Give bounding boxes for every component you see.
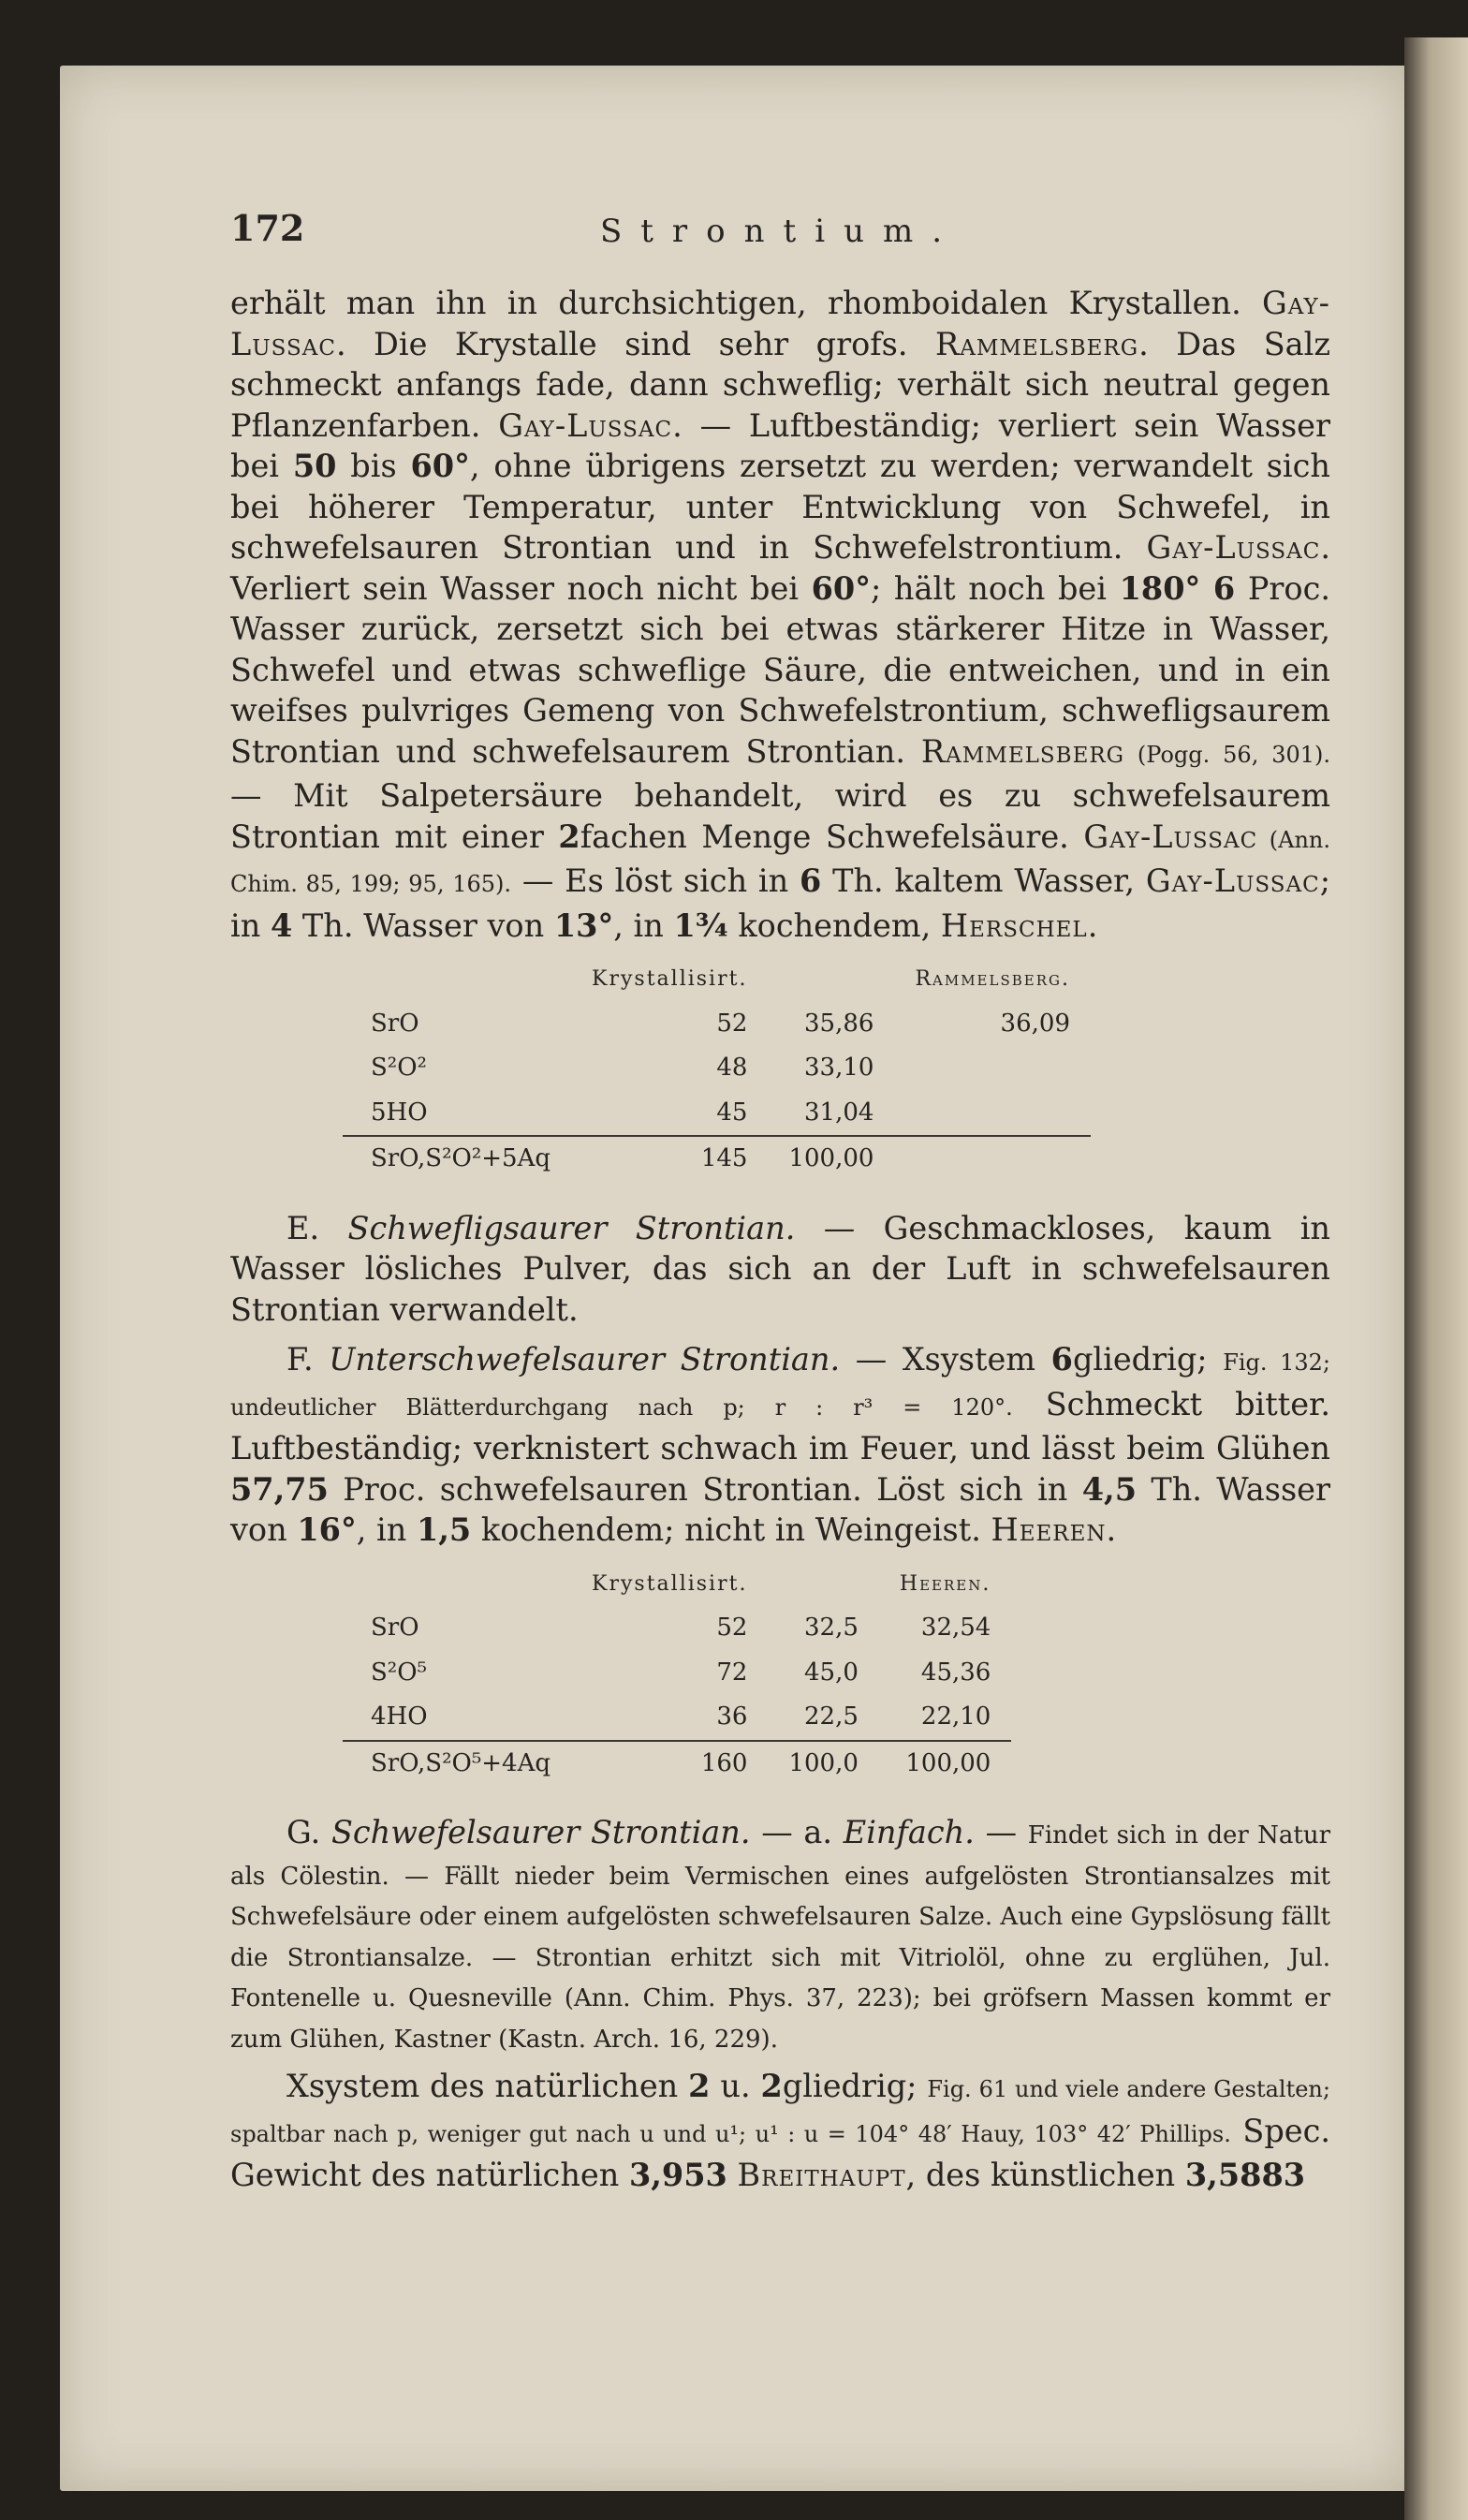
- table-cell: SrO,S²O⁵+4Aq: [343, 1741, 571, 1787]
- page-content: [230, 208, 1330, 2196]
- text-run: kochendem,: [727, 906, 941, 944]
- text-run: , des künstlichen: [905, 2157, 1185, 2193]
- table-cell: 45,0: [804, 1658, 859, 1687]
- table-cell: [894, 1136, 1091, 1182]
- text-run: .: [1106, 1511, 1117, 1548]
- page-number: 172: [230, 207, 305, 249]
- number: 4: [270, 906, 293, 944]
- number: 16°: [297, 1511, 357, 1548]
- author-name: Gay-Lussac: [1146, 529, 1321, 566]
- subsection-heading: Einfach.: [843, 1814, 975, 1850]
- text-run: Spec. Gewicht des natürlichen: [230, 2112, 1331, 2193]
- text-run: ; hält noch bei: [871, 569, 1120, 607]
- text-run: [727, 2157, 738, 2193]
- text-run: ; in: [230, 862, 1331, 944]
- text-run: gliedrig;: [1072, 1341, 1224, 1378]
- author-name: Gay-Lussac: [1145, 862, 1320, 899]
- text-run: — Geschmackloses, kaum in Wasser lösliches Pulver, das sich an der Luft in schwefelsauren Strontian verwandelt.: [230, 1209, 1330, 1328]
- table-cell: 100,00: [768, 1136, 894, 1182]
- table-header-cell: Krystallisirt.: [592, 1571, 748, 1596]
- table-header-cell: Krystallisirt.: [592, 967, 748, 991]
- composition-table-2: [343, 1562, 1011, 1787]
- table-header-cell: Heeren.: [899, 1571, 991, 1596]
- table-cell: SrO,S²O²+5Aq: [343, 1136, 571, 1182]
- text-run: — Mit Salpetersäure behandelt, wird es zu schwefelsaurem Strontian mit einer: [230, 777, 1330, 855]
- paragraph-g: [230, 1812, 1330, 2056]
- text-run: Schmeckt bitter. Luftbeständig; verknistert schwach im Feuer, und lässt beim Glühen: [230, 1385, 1330, 1466]
- table-cell: SrO: [371, 1009, 419, 1038]
- table-cell: 48: [716, 1054, 748, 1082]
- number: 1¾: [673, 906, 728, 944]
- text-run: , ohne übrigens zersetzt zu werden; verwandelt sich bei höherer Temperatur, unter Entwicklung von Schwefel, in schwefelsauren Strontian und in Schwefelstrontium.: [230, 448, 1330, 566]
- section-heading: Unterschwefelsaurer Strontian.: [329, 1341, 841, 1378]
- number: 180°: [1119, 569, 1201, 607]
- table-total-row: [343, 1741, 1011, 1787]
- number: 3,953: [628, 2157, 727, 2193]
- table-cell: 160: [571, 1741, 768, 1787]
- number: 60°: [811, 569, 871, 607]
- number: 4,5: [1081, 1470, 1138, 1508]
- table-cell: 31,04: [804, 1098, 874, 1127]
- citation: (Pogg. 56, 301).: [1124, 741, 1330, 768]
- number: 2: [688, 2068, 711, 2104]
- composition-table-1: [343, 957, 1091, 1182]
- running-title: Strontium.: [599, 213, 962, 250]
- number: 57,75: [230, 1470, 329, 1508]
- table-cell: 45: [716, 1098, 748, 1127]
- table-cell: 145: [571, 1136, 768, 1182]
- table-row: [343, 1606, 1011, 1651]
- next-page-edge: [1404, 37, 1468, 2520]
- table-total-row: [343, 1136, 1091, 1182]
- number: 1,5: [416, 1511, 472, 1548]
- table-row: [343, 1695, 1011, 1741]
- number: 50: [292, 448, 337, 484]
- table-cell: 36,09: [1000, 1009, 1070, 1038]
- text-run: Th. Wasser von: [230, 1470, 1330, 1548]
- table-cell: 45,36: [920, 1658, 991, 1687]
- number: 13°: [553, 906, 614, 944]
- text-run: . Verliert sein Wasser noch nicht bei: [230, 529, 1330, 607]
- number: 6: [1050, 1341, 1073, 1378]
- text-run: Xsystem des natürlichen: [286, 2068, 689, 2104]
- number: 6: [1212, 569, 1236, 607]
- text-run: — a.: [750, 1814, 844, 1850]
- table-header-cell: [768, 957, 894, 1002]
- table-cell: 5HO: [371, 1098, 428, 1127]
- table-cell: 52: [716, 1614, 748, 1642]
- text-run: — Xsystem: [840, 1341, 1051, 1378]
- table-cell: [894, 1091, 1091, 1137]
- author-name: Herschel: [940, 906, 1088, 944]
- author-name: Gay-Lussac: [498, 406, 673, 444]
- running-header: [230, 208, 1330, 262]
- table-cell: [894, 1046, 1091, 1091]
- small-print-text: Findet sich in der Natur als Cölestin. — Fällt nieder beim Vermischen eines aufgelösten Strontiansalzes mit Schwefelsäure oder einem aufgelösten schwefelsauren Salze. Auch eine Gypslösung fällt die Strontiansalze. — Strontian erhitzt sich mit Vitriolöl, ohne zu erglühen, Jul. Fontenelle u. Quesneville (Ann. Chim. Phys. 37, 223); bei gröfsern Massen kommt er zum Glühen, Kastner (Kastn. Arch. 16, 229).: [230, 1821, 1330, 2054]
- section-letter: E.: [286, 1209, 320, 1246]
- author-name: Gay-Lussac: [230, 285, 1330, 362]
- text-run: — Es löst sich in: [511, 862, 800, 899]
- section-heading: Schwefelsaurer Strontian.: [330, 1814, 751, 1850]
- table-cell: 32,5: [804, 1614, 859, 1642]
- table-cell: S²O⁵: [371, 1658, 427, 1687]
- text-run: . — Luftbeständig; verliert sein Wasser bei: [230, 406, 1330, 484]
- text-run: Proc. schwefelsauren Strontian. Löst sich in: [328, 1470, 1082, 1508]
- table-cell: 33,10: [804, 1054, 874, 1082]
- paragraph-h: [230, 2066, 1330, 2196]
- table-cell: 35,86: [804, 1009, 874, 1038]
- table-cell: 36: [716, 1702, 748, 1731]
- table-header-row: [343, 957, 1091, 1002]
- table-row: [343, 1046, 1091, 1091]
- text-run: Th. kaltem Wasser,: [821, 862, 1146, 899]
- author-name: Heeren: [991, 1511, 1107, 1548]
- text-run: .: [1087, 906, 1098, 944]
- number: 3,5883: [1184, 2157, 1306, 2193]
- number: 2: [558, 818, 580, 855]
- text-run: , in: [356, 1511, 417, 1548]
- table-cell: 52: [716, 1009, 748, 1038]
- paragraph-d: [230, 283, 1330, 946]
- table-header-cell: [768, 1562, 878, 1607]
- author-name: Gay-Lussac: [1083, 818, 1258, 855]
- author-name: Breithaupt: [737, 2157, 906, 2193]
- text-run: fachen Menge Schwefelsäure.: [580, 818, 1084, 855]
- paragraph-e: [230, 1208, 1330, 1331]
- text-run: , in: [613, 906, 674, 944]
- table-cell: 72: [716, 1658, 748, 1687]
- text-run: erhält man ihn in durchsichtigen, rhomboidalen Krystallen.: [230, 285, 1263, 321]
- text-run: bis: [336, 448, 411, 484]
- text-run: . Das Salz schmeckt anfangs fade, dann schweflig; verhält sich neutral gegen Pflanzenfarben.: [230, 325, 1330, 444]
- table-header-cell: [343, 957, 571, 1002]
- text-run: gliedrig;: [782, 2068, 928, 2104]
- section-heading: Schwefligsaurer Strontian.: [347, 1209, 796, 1246]
- table-cell: 100,00: [879, 1741, 1011, 1787]
- table-cell: 100,0: [768, 1741, 878, 1787]
- number: 6: [800, 862, 822, 899]
- table-header-row: [343, 1562, 1011, 1607]
- author-name: Rammelsberg: [920, 732, 1125, 770]
- section-letter: F.: [286, 1341, 314, 1378]
- crystal-note: Fig. 132; undeutlicher Blätterdurchgang nach p; r : r³ = 120°.: [230, 1349, 1330, 1421]
- text-run: —: [974, 1814, 1028, 1850]
- table-row: [343, 1002, 1091, 1047]
- table-row: [343, 1091, 1091, 1137]
- paragraph-f: [230, 1339, 1330, 1551]
- table-header-cell: [343, 1562, 571, 1607]
- number: 2: [760, 2068, 783, 2104]
- table-cell: 4HO: [371, 1702, 428, 1731]
- text-run: kochendem; nicht in Weingeist.: [471, 1511, 991, 1548]
- text-run: [1200, 570, 1213, 607]
- text-run: Th. Wasser von: [292, 906, 554, 944]
- number: 60°: [410, 448, 470, 484]
- text-run: . Die Krystalle sind sehr grofs.: [335, 325, 935, 362]
- author-name: Rammelsberg: [934, 325, 1139, 362]
- citation: (Ann. Chim. 85, 199; 95, 165).: [230, 826, 1330, 897]
- text-run: Proc. Wasser zurück, zersetzt sich bei etwas stärkerer Hitze in Wasser, Schwefel und etwas schweflige Säure, die entweichen, und in ein weifses pulvriges Gemeng von Schwefelstrontium, schwefligsaurem Strontian und schwefelsaurem Strontian.: [230, 569, 1330, 770]
- table-cell: 22,5: [804, 1702, 859, 1731]
- table-header-cell: Rammelsberg.: [915, 967, 1070, 991]
- table-cell: 32,54: [920, 1614, 991, 1642]
- table-cell: SrO: [371, 1614, 419, 1642]
- table-row: [343, 1651, 1011, 1696]
- section-letter: G.: [286, 1814, 321, 1850]
- table-cell: 22,10: [920, 1702, 991, 1731]
- text-run: u.: [710, 2068, 761, 2104]
- crystal-note: Fig. 61 und viele andere Gestalten; spaltbar nach p, weniger gut nach u und u¹; u¹ : u = 104° 48′ Hauy, 103° 42′ Phillips.: [230, 2076, 1330, 2147]
- table-cell: S²O²: [371, 1054, 427, 1082]
